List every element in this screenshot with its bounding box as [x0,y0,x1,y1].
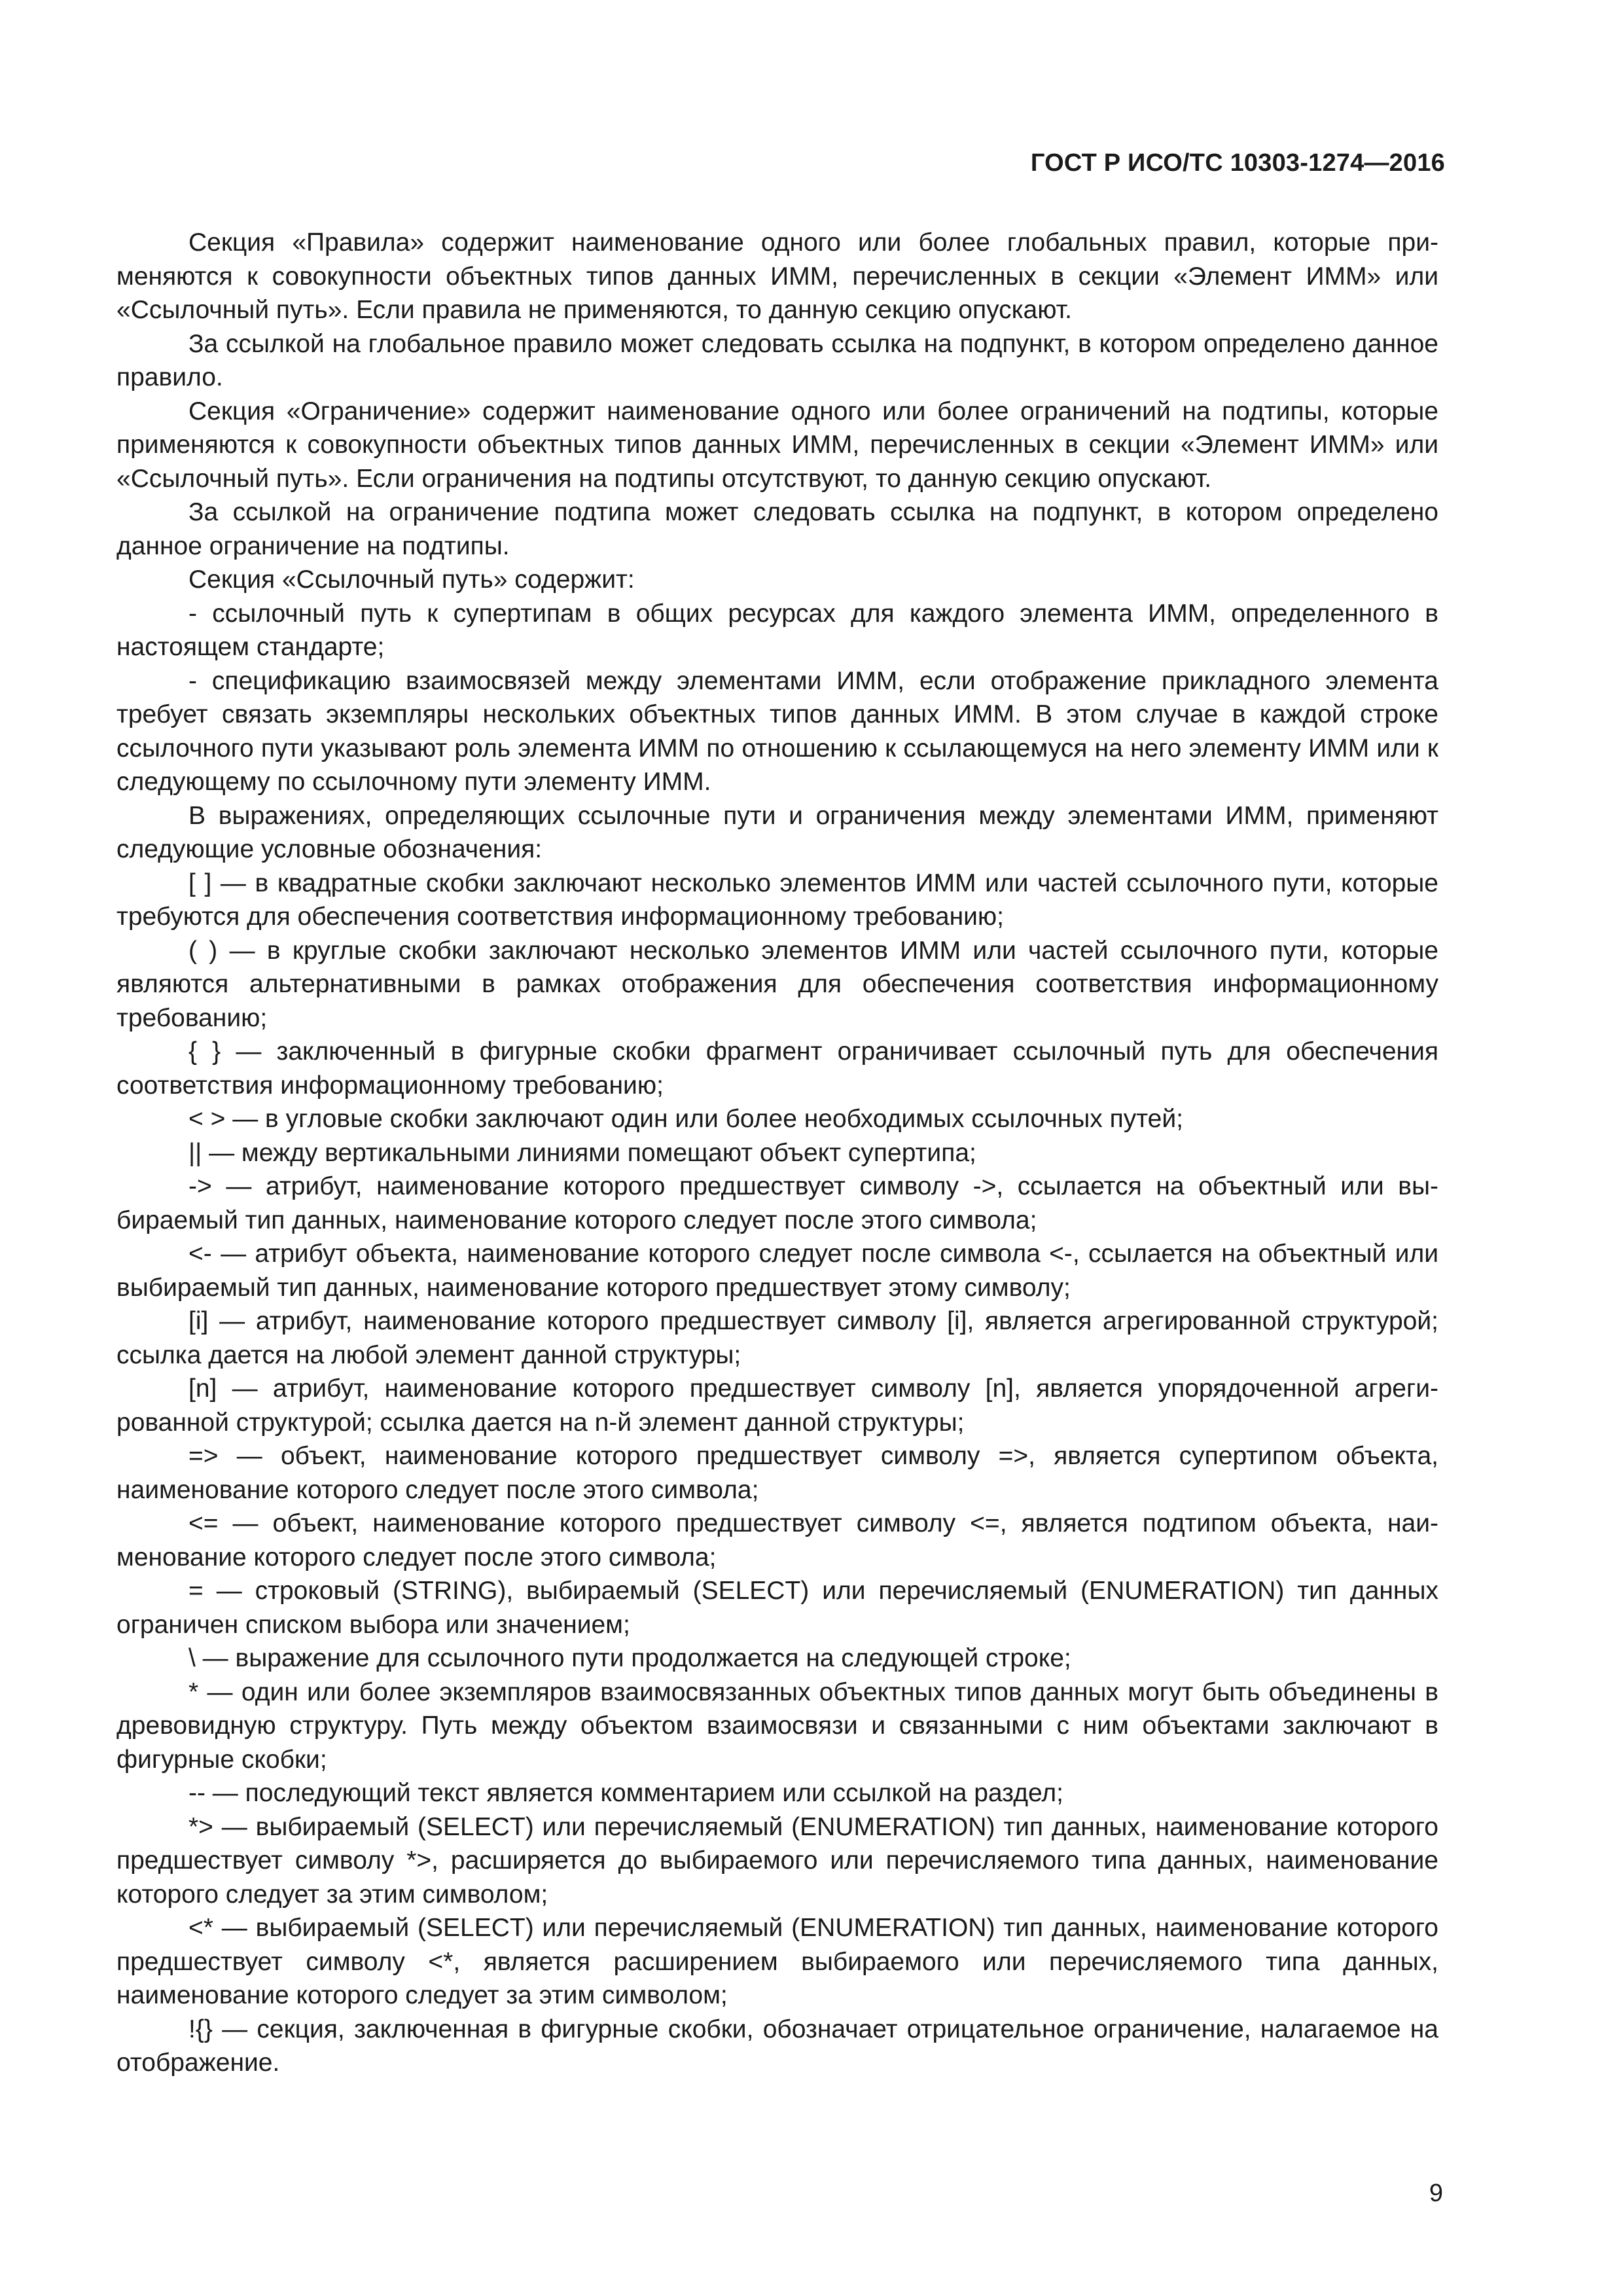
page-number: 9 [1429,2179,1443,2207]
document-header: ГОСТ Р ИСО/ТС 10303-1274—2016 [1030,149,1445,177]
notation-item: !{} — секция, заключенная в фигурные скобки, обозначает отрицательное ограничение, налагаемое на отображение. [116,2015,1438,2077]
notation-item: ( ) — в круглые скобки заключают несколько элементов ИММ или частей ссылочного пути, которые являются альтернативными в рамках отображения для обеспечения соответствия информационному требованию; [116,936,1438,1032]
paragraph: Секция «Ограничение» содержит наименование одного или более ограничений на подтипы, которые применяются к совокупности объектных типов данных ИММ, перечисленных в секции «Элемент ИММ» или «Ссылочный путь». Если ограничения на подтипы отсутствуют, то данную секцию опускают. [116,397,1438,493]
notation-item: *> — выбираемый (SELECT) или перечисляемый (ENUMERATION) тип данных, наименование которого предшествует символу *>, расширяется до выбираемого или перечисляемого типа данных, наименование которого следует за этим символом; [116,1812,1438,1909]
notation-item: < > — в угловые скобки заключают один или более необходимых ссылочных путей; [188,1105,1183,1133]
paragraph: Секция «Правила» содержит наименование одного или более глобальных правил, которые применяются к совокупности объектных типов данных ИММ, перечисленных в секции «Элемент ИММ» или «Ссылочный путь». Если правила не применяются, то данную секцию опускают. [116,228,1438,324]
notation-item: = — строковый (STRING), выбираемый (SELECT) или перечисляемый (ENUMERATION) тип данных ограничен списком выбора или значением; [116,1577,1438,1639]
paragraph: В выражениях, определяющих ссылочные пути и ограничения между элементами ИММ, применяют следующие условные обозначения: [116,801,1438,863]
notation-item: <- — атрибут объекта, наименование которого следует после символа <-, ссылается на объектный или выбираемый тип данных, наименование которого предшествует этому символу; [116,1240,1438,1302]
paragraph: Секция «Ссылочный путь» содержит: [188,565,635,594]
notation-item: \ — выражение для ссылочного пути продолжается на следующей строке; [188,1644,1071,1672]
notation-item: <= — объект, наименование которого предшествует символу <=, является подтипом объекта, наименование которого следует после этого символа; [116,1509,1438,1571]
notation-item: => — объект, наименование которого предшествует символу =>, является супертипом объекта, наименование которого следует после этого символа; [116,1442,1438,1504]
document-body [116,226,1438,2080]
list-item: - спецификацию взаимосвязей между элементами ИММ, если отображение прикладного элемента требует связать экземпляры нескольких объектных типов данных ИММ. В этом случае в каждой строке ссылочного пути указывают роль элемента ИММ по отношению к ссылающемуся на него элементу ИММ или к следующему по ссылочному пути элементу ИММ. [116,666,1438,796]
notation-item: [n] — атрибут, наименование которого предшествует символу [n], является упорядоченной агрегированной структурой; ссылка дается на n-й элемент данной структуры; [116,1374,1438,1437]
notation-item: -- — последующий текст является комментарием или ссылкой на раздел; [188,1779,1063,1807]
notation-item: || — между вертикальными линиями помещают объект супертипа; [188,1138,976,1167]
notation-item: <* — выбираемый (SELECT) или перечисляемый (ENUMERATION) тип данных, наименование которого предшествует символу <*, является расширением выбираемого или перечисляемого типа данных, наименование которого следует за этим символом; [116,1914,1438,2009]
list-item: - ссылочный путь к супертипам в общих ресурсах для каждого элемента ИММ, определенного в настоящем стандарте; [116,599,1438,661]
paragraph: За ссылкой на ограничение подтипа может следовать ссылка на подпункт, в котором определено данное ограничение на подтипы. [116,498,1438,560]
notation-item: [i] — атрибут, наименование которого предшествует символу [i], является агрегированной структурой; ссылка дается на любой элемент данной структуры; [116,1307,1438,1369]
notation-item: * — один или более экземпляров взаимосвязанных объектных типов данных могут быть объединены в древовидную структуру. Путь между объектом взаимосвязи и связанными с ним объектами заключают в фигурные скобки; [116,1677,1438,1774]
notation-item: -> — атрибут, наименование которого предшествует символу ->, ссылается на объектный или выбираемый тип данных, наименование которого следует после этого символа; [116,1172,1438,1234]
notation-item: { } — заключенный в фигурные скобки фрагмент ограничивает ссылочный путь для обеспечения соответствия информационному требованию; [116,1037,1438,1100]
notation-item: [ ] — в квадратные скобки заключают несколько элементов ИММ или частей ссылочного пути, которые требуются для обеспечения соответствия информационному требованию; [116,869,1438,931]
paragraph: За ссылкой на глобальное правило может следовать ссылка на подпункт, в котором определено данное правило. [116,329,1438,391]
